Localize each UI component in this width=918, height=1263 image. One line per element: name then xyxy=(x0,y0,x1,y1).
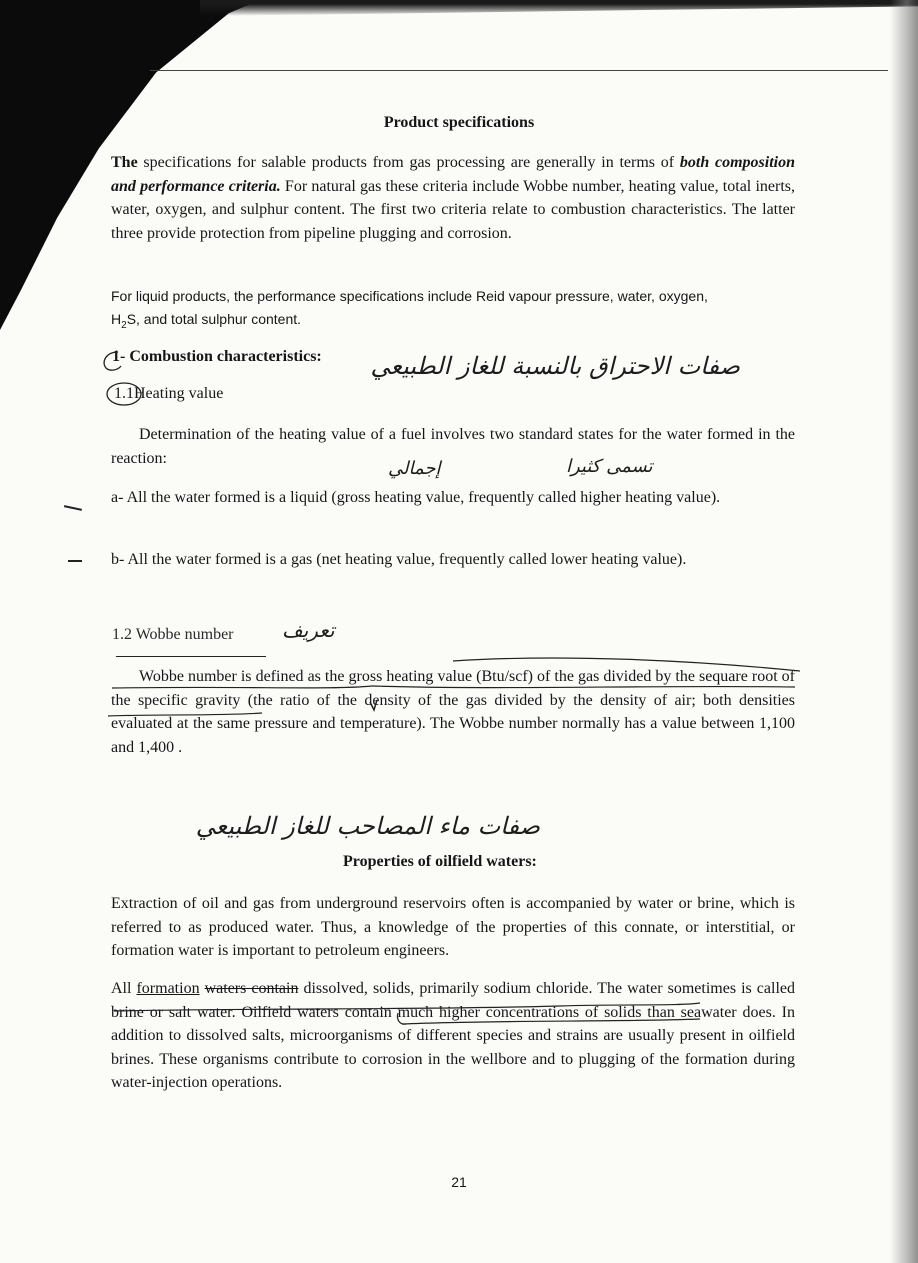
page-title: Product specifications xyxy=(383,114,535,131)
item-b-marker: b- xyxy=(111,551,125,568)
wobbe-heading: 1.2 Wobbe number xyxy=(112,626,234,643)
bracket-oilfield xyxy=(397,1013,406,1024)
item-a-text: All the water formed is a liquid (gross heating value, frequently called higher heating value). xyxy=(126,489,721,506)
underline-heating-value xyxy=(453,658,800,671)
arabic-note-gross-text: إجمالي xyxy=(388,458,441,479)
intro-text-before: specifications for salable products from gas processing are generally in terms of xyxy=(137,154,680,171)
item-a-marker: a- xyxy=(111,489,124,506)
oilfield-paragraph-1: Extraction of oil and gas from underground reservoirs often is accompanied by water or brine, which is referred to as produced water. Thus, a knowledge of the properties of this connate, or interstitial, or formation water is important to petroleum engineers. xyxy=(111,895,795,959)
arabic-note-definition: تعريف xyxy=(282,618,335,642)
underline-formation-line xyxy=(114,1003,700,1011)
oilfield-paragraph-2: All formation waters contain dissolved, solids, primarily sodium chloride. The water sometimes is called brine or salt water. Oilfield waters contain much higher concentrations of solids than seawater does. In addition to dissolved salts, microorganisms of different species and strains are usually present in oilfield brines. These organisms contribute to corrosion in the wellbore and to plugging of the formation during water-injection operations. xyxy=(111,980,795,1091)
intro-text-after: For natural gas these criteria include Wobbe number, heating value, total inerts, water, oxygen, and sulphur content. The first two criteria relate to combustion characteristics. The latter three provide protection from pipeline plugging and corrosion. xyxy=(111,177,795,242)
intro-emphasis: both composition and performance criteria. xyxy=(111,154,795,195)
heating-number: 1.1 xyxy=(114,385,134,402)
circle-mark-1-1 xyxy=(107,383,141,405)
arabic-note-called: تسمى كثيرا xyxy=(566,456,653,477)
caret-mark xyxy=(370,700,377,710)
liquid-note-line2: $H_2S$, and total sulphur content. xyxy=(111,311,302,331)
oilfield-heading: Properties of oilfield waters: xyxy=(343,853,537,870)
arabic-handwritten-note-oilfield: صفات ماء المصاحب للغاز الطبيعي xyxy=(195,812,540,840)
underline-square-root xyxy=(112,686,372,688)
underline-oilfield-waters xyxy=(402,1019,700,1024)
intro-lead: The xyxy=(111,154,138,171)
section-number: 1- xyxy=(112,348,126,365)
item-b-text: All the water formed is a gas (net heating value, frequently called lower heating value). xyxy=(127,551,687,568)
arabic-handwritten-note-combustion: صفات الاحتراق بالنسبة للغاز الطبيعي xyxy=(370,352,740,380)
underline-air xyxy=(108,713,262,716)
heating-title: Heating value xyxy=(134,385,224,402)
heating-intro: Determination of the heating value of a fuel involves two standard states for the water formed in the reaction: xyxy=(111,426,795,467)
circle-mark-1 xyxy=(104,352,121,370)
underlined-formation: formation xyxy=(136,980,200,997)
section-title: Combustion characteristics: xyxy=(129,348,322,365)
page-number: 21 xyxy=(451,1174,467,1190)
wobbe-paragraph: Wobbe number is defined as the gross heating value (Btu/scf) of the gas divided by the sequare root of the specific gravity (the ratio of the density of the gas divided by the density of air; both densities evaluated at the same pressure and temperature). The Wobbe number normally has a value between 1,100 and 1,400 . xyxy=(111,668,795,756)
struck-waters-contain: waters contain xyxy=(204,980,299,997)
liquid-note-line1: For liquid products, the performance specifications include Reid vapour pressure, water, oxygen, xyxy=(111,288,708,304)
underline-ratio xyxy=(372,686,795,688)
